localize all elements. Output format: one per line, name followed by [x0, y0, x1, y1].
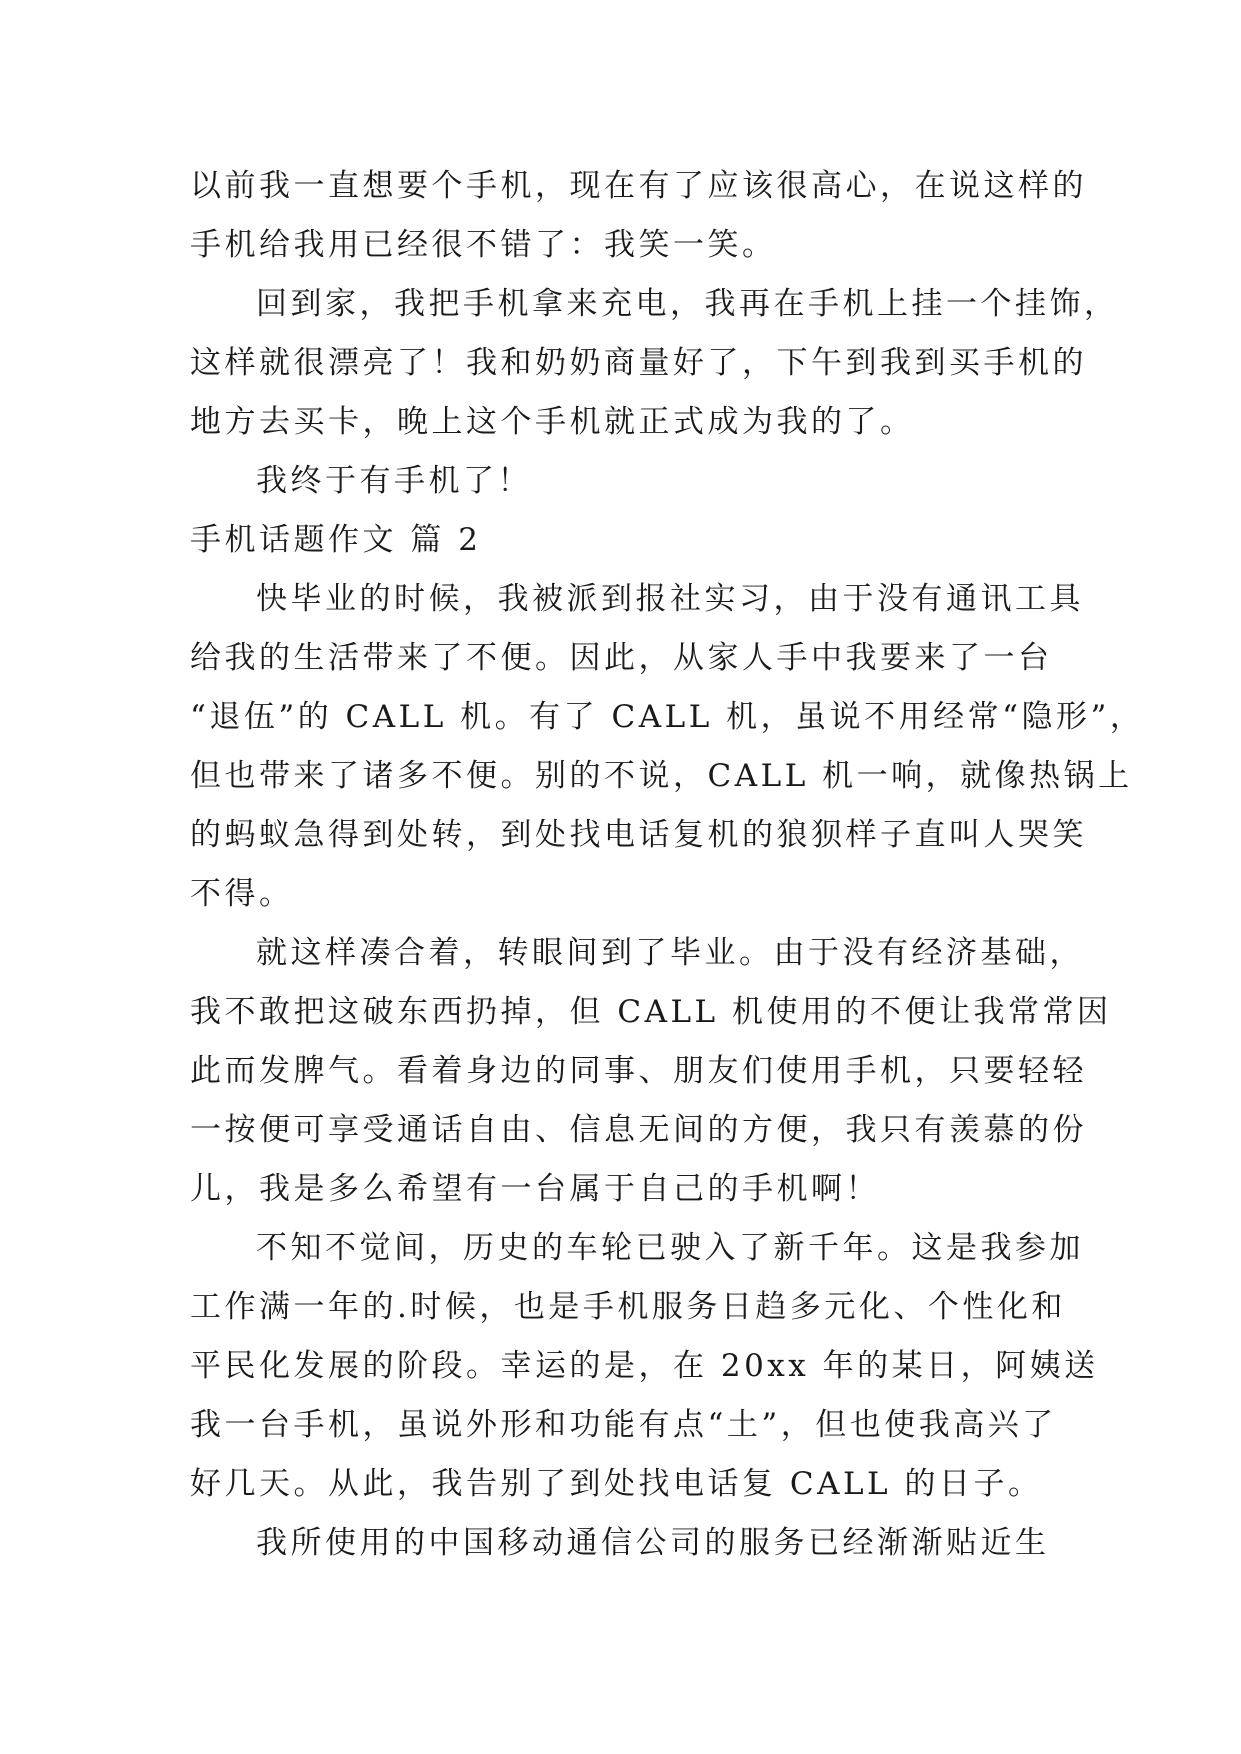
text-line: 我所使用的中国移动通信公司的服务已经渐渐贴近生	[256, 1525, 1050, 1561]
text-line: 我一台手机，虽说外形和功能有点“土”，但也使我高兴了	[190, 1407, 1057, 1443]
section-heading: 手机话题作文 篇 2	[190, 522, 482, 558]
text-line: 不得。	[190, 876, 294, 912]
text-line: 此而发脾气。看着身边的同事、朋友们使用手机，只要轻轻	[190, 1053, 1087, 1089]
text-line: 我终于有手机了！	[256, 463, 532, 499]
text-line: 工作满一年的.时候，也是手机服务日趋多元化、个性化和	[190, 1289, 1066, 1325]
text-line: 我不敢把这破东西扔掉，但 CALL 机使用的不便让我常常因	[190, 994, 1112, 1030]
document-body	[190, 157, 1145, 1573]
text-line: 就这样凑合着，转眼间到了毕业。由于没有经济基础，	[256, 935, 1084, 971]
text-line: 儿，我是多么希望有一台属于自己的手机啊！	[190, 1171, 880, 1207]
text-line: 一按便可享受通话自由、信息无间的方便，我只有羡慕的份	[190, 1112, 1087, 1148]
text-line: 地方去买卡，晚上这个手机就正式成为我的了。	[190, 404, 915, 440]
text-line: 以前我一直想要个手机，现在有了应该很高心，在说这样的	[190, 168, 1087, 204]
text-line: 手机给我用已经很不错了：我笑一笑。	[190, 227, 777, 263]
text-line: 但也带来了诸多不便。别的不说，CALL 机一响，就像热锅上	[190, 758, 1133, 794]
text-line: 这样就很漂亮了！我和奶奶商量好了，下午到我到买手机的	[190, 345, 1087, 381]
text-line: 平民化发展的阶段。幸运的是，在 20xx 年的某日，阿姨送	[190, 1348, 1099, 1384]
text-line: 不知不觉间，历史的车轮已驶入了新千年。这是我参加	[256, 1230, 1084, 1266]
text-line: 的蚂蚁急得到处转，到处找电话复机的狼狈样子直叫人哭笑	[190, 817, 1087, 853]
text-line: 回到家，我把手机拿来充电，我再在手机上挂一个挂饰，	[256, 286, 1119, 322]
text-line: 快毕业的时候，我被派到报社实习，由于没有通讯工具	[256, 581, 1084, 617]
text-line: 好几天。从此，我告别了到处找电话复 CALL 的日子。	[190, 1466, 1043, 1502]
text-line: “退伍”的 CALL 机。有了 CALL 机，虽说不用经常“隐形”，	[190, 699, 1145, 735]
text-line: 给我的生活带来了不便。因此，从家人手中我要来了一台	[190, 640, 1053, 676]
